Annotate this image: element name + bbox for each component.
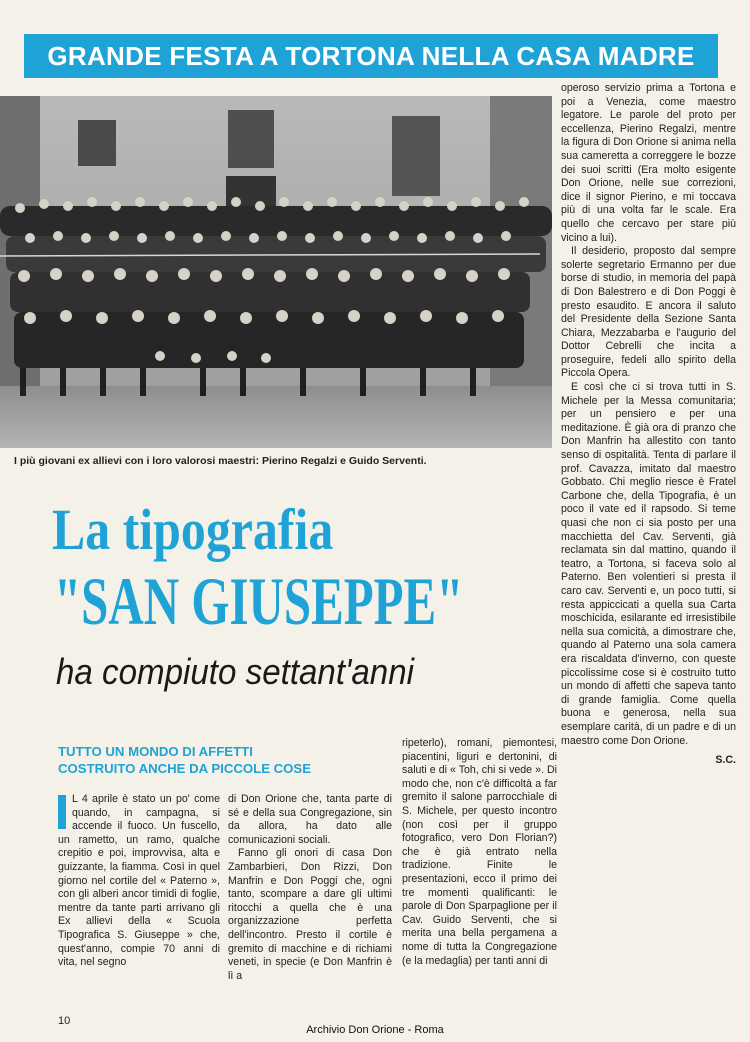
group-photo-image <box>0 96 552 448</box>
article-column-1 <box>58 793 220 970</box>
article-title-line-1: La tipografia <box>52 497 334 562</box>
group-photo <box>0 96 552 448</box>
article-subtitle: ha compiuto settant'anni <box>56 651 415 692</box>
paragraph: di Don Orione che, tanta parte di sé e della sua Congregazione, sin da allora, ha dato alle comunicazioni sociali. <box>228 793 392 846</box>
section-banner: GRANDE FESTA A TORTONA NELLA CASA MADRE <box>24 34 718 78</box>
subhead-line-1: TUTTO UN MONDO DI AFFETTI <box>58 744 253 759</box>
paragraph: Fanno gli onori di casa Don Zambarbieri, Don Rizzi, Don Manfrin e Don Poggi che, ogni tanto, scompare a dare gli ultimi ritocchi a quella che è una organizzazione perfetta dell'incontro. Presto il cortile è gremito di macchine e di richiami veneti, in specie (e Don Manfrin è lì a <box>228 847 392 982</box>
paragraph: ripeterlo), romani, piemontesi, piacentini, liguri e dertonini, di saluti e di « Toh, chi si vede ». Di modo che, non c'è difficoltà a far gremito il salone parrocchiale di S. Michele, per questo incontro (non così per il gruppo fotografico, vero Don Florian?) che è già entrato nella tradizione. Finite le presentazioni, ecco il primo dei tre momenti qualificanti: le parole di Don Sparpaglione per il Cav. Guido Serventi, che si merita una bella pergamena a nome di tutta la Congregazione (e la medaglia) per tanti anni di <box>402 737 557 967</box>
article-column-2 <box>228 793 392 983</box>
article-title-line-2: "SAN GIUSEPPE" <box>54 563 464 639</box>
drop-cap-bar <box>58 795 66 829</box>
photo-caption: I più giovani ex allievi con i loro valorosi maestri: Pierino Regalzi e Guido Serventi. <box>14 455 427 467</box>
paragraph: E così che ci si trova tutti in S. Michele per la Messa comunitaria; per un pensiero e per una meditazione. È già ora di pranzo che Don Manfrin ha allestito con tanto senso di ospitalità. Tenta di parlare il prof. Cavazza, imitato dal maestro Gobbato. Chi meglio riesce è Fratel Carbone che, della Tipografia, è un poco il vate ed il rapsodo. Si teme quasi che non ci sia posto per una macchietta del Cav. Serventi, già reclamata sin dal mattino, quando il teatro, a Tortona, si faceva solo al Paterno. Ben volentieri si presta il caro cav. Serventi e, un poco tutti, si resta appiccicati a quella sua Carta moschicida, esilarante ed irresistibile nella sua comicità, a dimostrare che, quando al Paterno una sola camera era riscaldata d'inverno, con queste piccolissime cose si è costruito tutto un mondo di affetti che sapeva tanto di grande famiglia. Come quella buona e generosa, nella sua esemplare carità, di un padre e di un maestro come Don Orione. <box>561 381 736 747</box>
article-column-4 <box>561 82 736 768</box>
paragraph: L 4 aprile è stato un po' come quando, in campagna, si accende il fuoco. Un fuscello, un rametto, un ramo, qualche crepitio e poi, improvvisa, alta e guizzante, la fiamma. Così in quel giorno nel cortile del « Paterno », con gli alberi ancor timidi di foglie, mentre da tante parti arrivano gli Ex allievi della « Scuola Tipografica S. Giuseppe » che, quest'anno, compie 70 anni di vita, nel segno <box>58 793 220 969</box>
paragraph: Il desiderio, proposto dal sempre solerte segretario Ermanno per due borse di studio, in memoria del papà di Don Balestrero e di Don Poggi è presto esaudito. E ancora il saluto del Presidente della Sezione Santa Chiara, Mezzabarba e l'augurio del Dottor Cebrelli che incita a proseguire, fedeli allo spirito della Piccola Opera. <box>561 245 736 380</box>
subhead-line-2: COSTRUITO ANCHE DA PICCOLE COSE <box>58 761 312 776</box>
paragraph: operoso servizio prima a Tortona e poi a Venezia, come maestro legatore. Le parole del proto per eccellenza, Pierino Regalzi, mentre la figura di Don Orione si anima nella sua cameretta a correggere le bozze dei suoi scritti (Era molto esigente Don Orione, nelle sue correzioni, dice il signor Pierino, e mi toccava più di una volta far le scale. Era quello che cercavo per stare più vicino a lui). <box>561 82 736 244</box>
article-subhead <box>58 743 388 777</box>
page-number: 10 <box>58 1015 71 1027</box>
article-column-3 <box>402 737 557 968</box>
author-signature: S.C. <box>715 754 736 767</box>
archive-credit: Archivio Don Orione - Roma <box>306 1024 444 1036</box>
